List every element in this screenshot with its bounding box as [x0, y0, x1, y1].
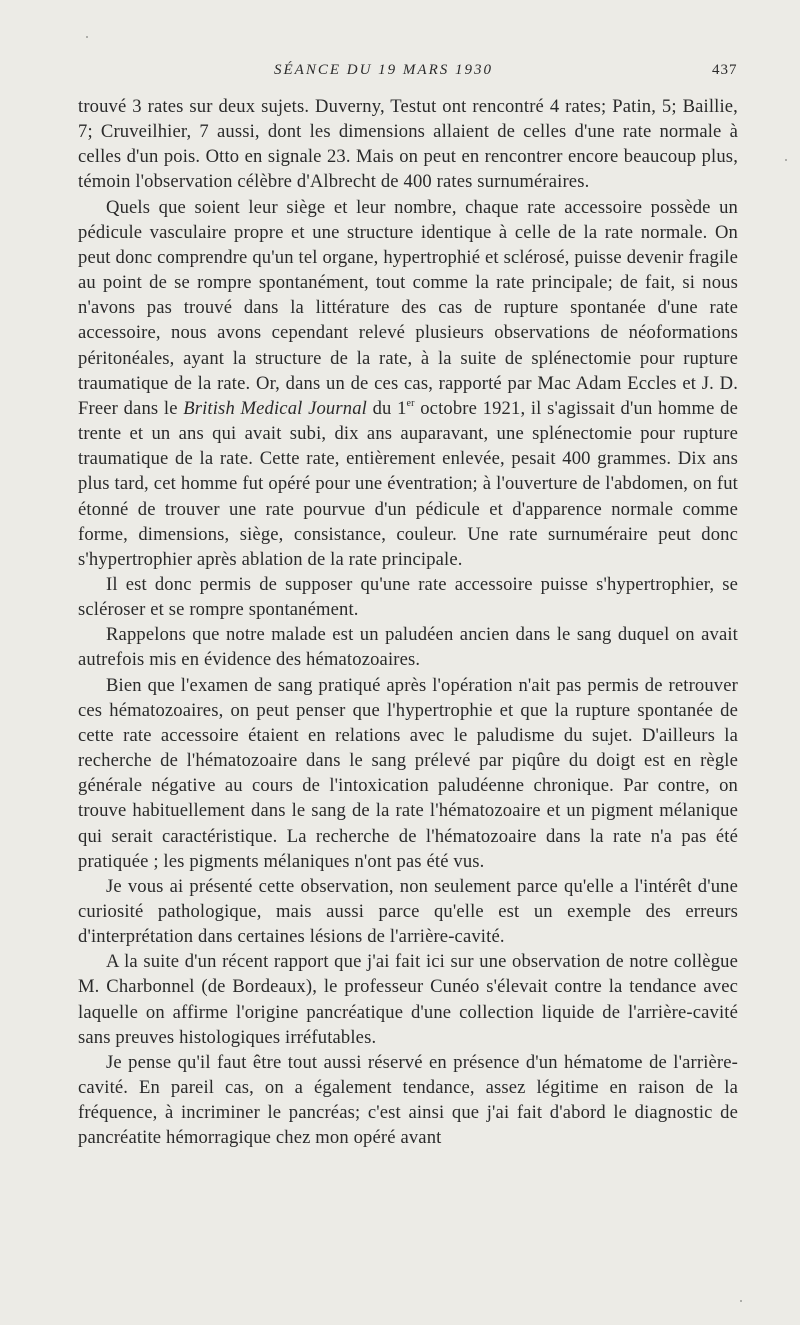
page-header [0, 62, 800, 82]
journal-title: British Medical Journal [183, 397, 367, 419]
paper-speck [785, 159, 787, 161]
body-text [78, 94, 738, 1151]
paragraph: A la suite d'un récent rapport que j'ai fait ici sur une observation de notre collègue M. Charbonnel (de Bordeaux), le professeur Cunéo s'élevait contre la tendance avec laquelle on affirme l'origine pancréatique d'une collection liquide de l'arrière-cavité sans preuves histologiques irréfutables. [78, 951, 738, 1048]
running-title: SÉANCE DU 19 MARS 1930 [274, 62, 493, 78]
paragraph: Il est donc permis de supposer qu'une rate accessoire puisse s'hypertrophier, se scléroser et se rompre spontanément. [78, 573, 738, 621]
paper-speck [86, 36, 88, 38]
paragraph: Quels que soient leur siège et leur nombre, chaque rate accessoire possède un pédicule vasculaire propre et une structure identique à celle de la rate normale. On peut donc comprendre qu'un tel organe, hypertrophié et sclérosé, puisse devenir fragile au point de se rompre spontanément, tout comme la rate principale; de fait, si nous n'avons pas trouvé dans la littérature des cas de rupture spontanée d'une rate accessoire, nous avons cependant relevé plusieurs observations de néoformations péritonéales, ayant la structure de la rate, à la suite de splénectomie pour rupture traumatique de la rate. Or, dans un de ces cas, rapporté par Mac Adam Eccles et J. D. Freer dans le British Medical Journal du 1er octobre 1921, il s'agissait d'un homme de trente et un ans qui avait subi, dix ans auparavant, une splénectomie pour rupture traumatique de la rate. Cette rate, entièrement enlevée, pesait 400 grammes. Dix ans plus tard, cet homme fut opéré pour une éventration; à l'ouverture de l'abdomen, on fut étonné de trouver une rate pourvue d'un pédicule et d'apparence normale comme forme, dimensions, siège, consistance, couleur. Une rate surnuméraire peut donc s'hypertrophier après ablation de la rate principale. [78, 196, 738, 570]
paragraph: Rappelons que notre malade est un paludéen ancien dans le sang duquel on avait autrefois mis en évidence des hématozoaires. [78, 624, 738, 671]
paragraph: trouvé 3 rates sur deux sujets. Duverny, Testut ont rencontré 4 rates; Patin, 5; Baillie, 7; Cruveilhier, 7 aussi, dont les dimensions allaient de celles d'une rate normale à celles d'un pois. Otto en signale 23. Mais on peut en rencontrer encore beaucoup plus, témoin l'observation célèbre d'Albrecht de 400 rates surnuméraires. [78, 96, 738, 193]
paragraph: Je pense qu'il faut être tout aussi réservé en présence d'un hématome de l'arrière-cavité. En pareil cas, on a également tendance, assez légitime en raison de la fréquence, à incriminer le pancréas; c'est ainsi que j'ai fait d'abord le diagnostic de pancréatite hémorragique chez mon opéré avant [78, 1051, 738, 1149]
paragraph: Bien que l'examen de sang pratiqué après l'opération n'ait pas permis de retrouver ces hématozoaires, on peut penser que l'hypertrophie et que la rupture spontanée de cette rate accessoire étaient en relations avec le paludisme du sujet. D'ailleurs la recherche de l'hématozoaire dans le sang prélevé par piqûre du doigt est en règle générale négative au cours de l'intoxication paludéenne chronique. Par contre, on trouve habituellement dans le sang de la rate l'hématozoaire et un pigment mélanique qui serait caractéristique. La recherche de l'hématozoaire dans la rate n'a pas été pratiquée ; les pigments mélaniques n'ont pas été vus. [78, 674, 738, 872]
ordinal-superscript: er [406, 397, 415, 409]
paper-speck [740, 1300, 742, 1302]
page-number: 437 [712, 62, 738, 78]
paragraph: Je vous ai présenté cette observation, non seulement parce qu'elle a l'intérêt d'une curiosité pathologique, mais aussi parce qu'elle est un exemple des erreurs d'interprétation dans certaines lésions de l'arrière-cavité. [78, 875, 738, 948]
